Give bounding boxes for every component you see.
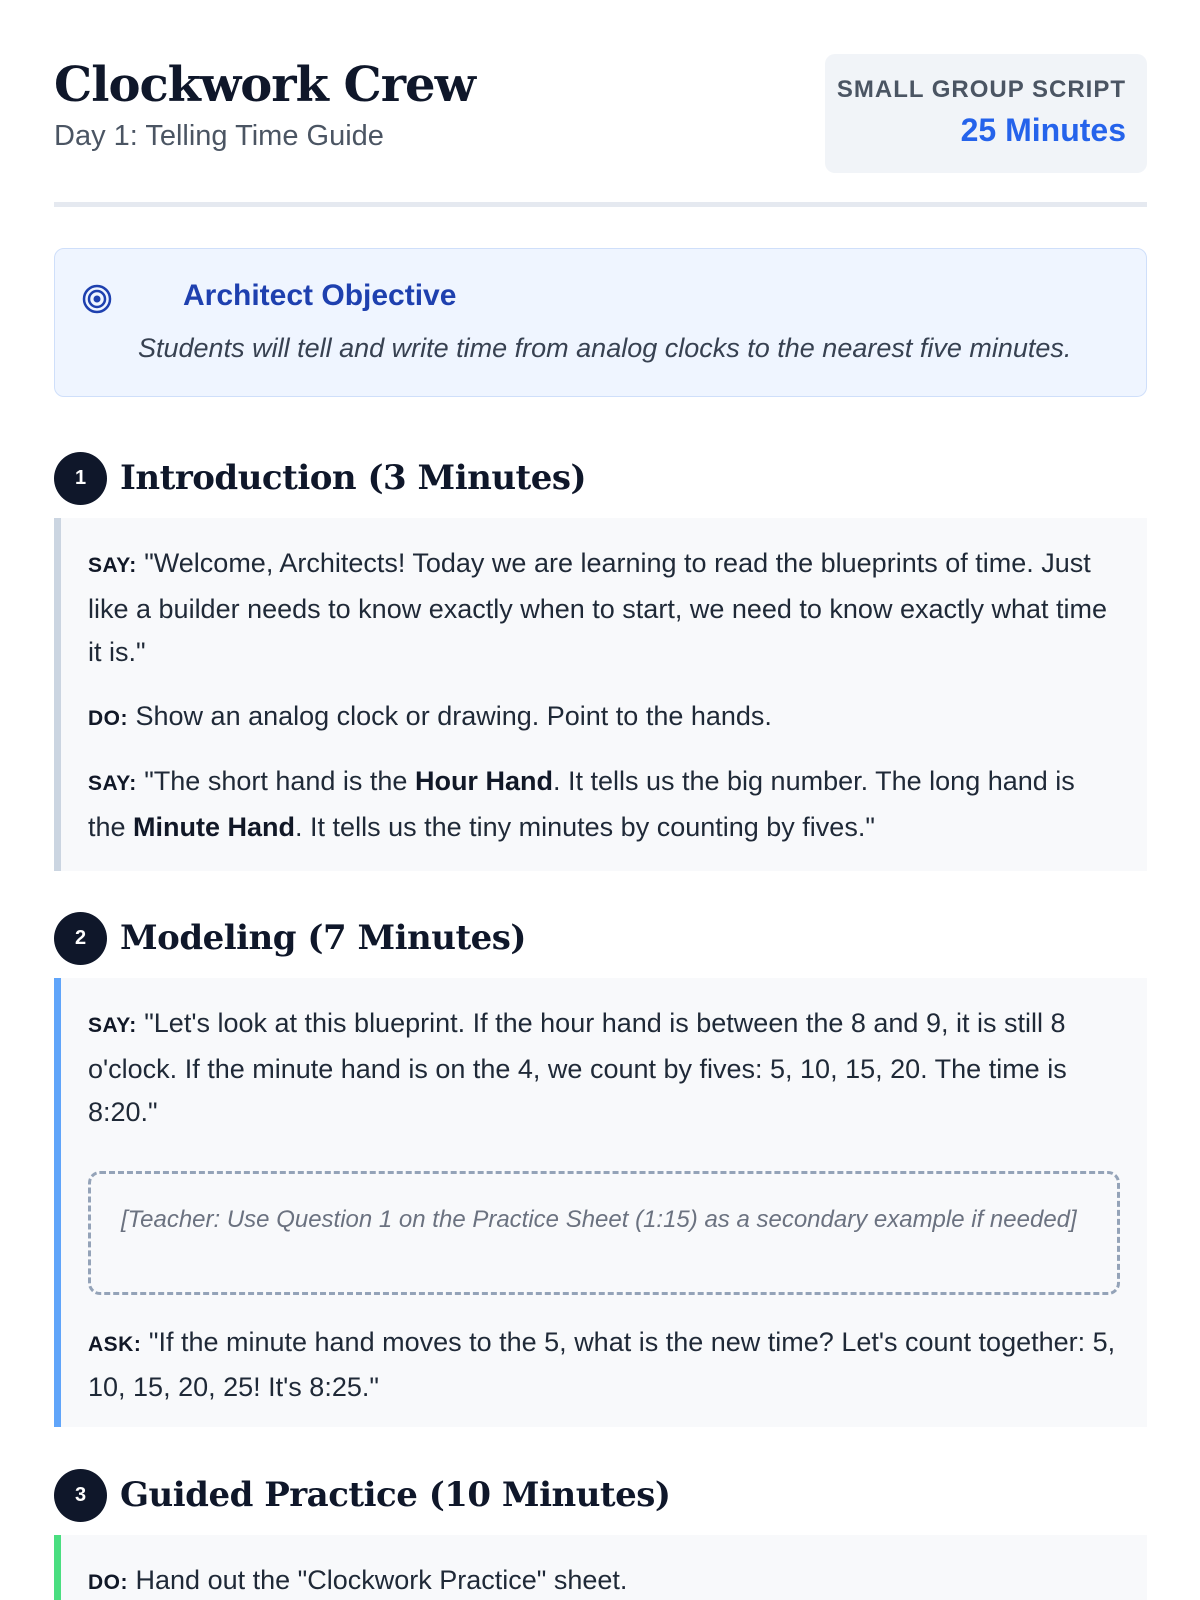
do-tag: DO: (88, 1571, 128, 1594)
section-title: Guided Practice (10 Minutes) (120, 1475, 671, 1515)
section-number: 1 (54, 452, 107, 505)
do-tag: DO: (88, 706, 128, 730)
hour-hand-term: Hour Hand (414, 766, 553, 796)
section-title: Modeling (7 Minutes) (120, 918, 527, 958)
say-text: . It tells us the big number. The long hand is the (88, 766, 1075, 842)
script-line (88, 1002, 1119, 1135)
script-line (88, 695, 1119, 741)
badge-value: 25 Minutes (960, 112, 1126, 148)
do-text: Hand out the "Clockwork Practice" sheet. (135, 1565, 628, 1595)
section-number: 3 (54, 1469, 107, 1522)
page-title: Clockwork Crew (54, 57, 475, 113)
say-text: . It tells us the tiny minutes by counting by fives." (295, 811, 875, 842)
script-line (88, 1321, 1119, 1410)
badge-label: SMALL GROUP SCRIPT (836, 76, 1126, 103)
teacher-note: [Teacher: Use Question 1 on the Practice Sheet (1:15) as a secondary example if needed] (88, 1171, 1120, 1295)
do-text: Show an analog clock or drawing. Point to the hands. (135, 700, 772, 731)
section-box-modeling (54, 978, 1147, 1427)
section-number: 2 (54, 912, 107, 965)
script-line (88, 760, 1119, 849)
say-tag: SAY: (88, 1014, 137, 1037)
objective-box (54, 248, 1147, 397)
target-icon (82, 284, 112, 319)
say-tag: SAY: (88, 772, 137, 795)
minute-hand-term: Minute Hand (133, 811, 296, 842)
section-box-guided-practice (54, 1535, 1147, 1600)
page-subtitle: Day 1: Telling Time Guide (54, 120, 384, 152)
objective-text: Students will tell and write time from analog clocks to the nearest five minutes. (138, 333, 1072, 363)
objective-title: Architect Objective (183, 279, 457, 312)
ask-tag: ASK: (88, 1332, 142, 1356)
ask-text: "If the minute hand moves to the 5, what is the new time? Let's count together: 5, 10, 15, 20, 25! It's 8:25." (88, 1326, 1116, 1402)
say-text: "Welcome, Architects! Today we are learning to read the blueprints of time. Just like a builder needs to know exactly when to start, we need to know exactly what time it is." (88, 548, 1108, 667)
say-tag: SAY: (88, 554, 137, 577)
say-text: "The short hand is the (144, 766, 415, 796)
page-header (54, 0, 1147, 207)
lesson-page (54, 0, 1147, 1595)
script-line (88, 542, 1119, 675)
section-box-introduction (54, 518, 1147, 871)
say-text: "Let's look at this blueprint. If the hour hand is between the 8 and 9, it is still 8 o'clock. If the minute hand is on the 4, we count by fives: 5, 10, 15, 20. The time is 8:20." (88, 1008, 1067, 1127)
script-line (88, 1559, 1119, 1600)
section-title: Introduction (3 Minutes) (120, 458, 587, 498)
duration-badge (825, 54, 1147, 173)
